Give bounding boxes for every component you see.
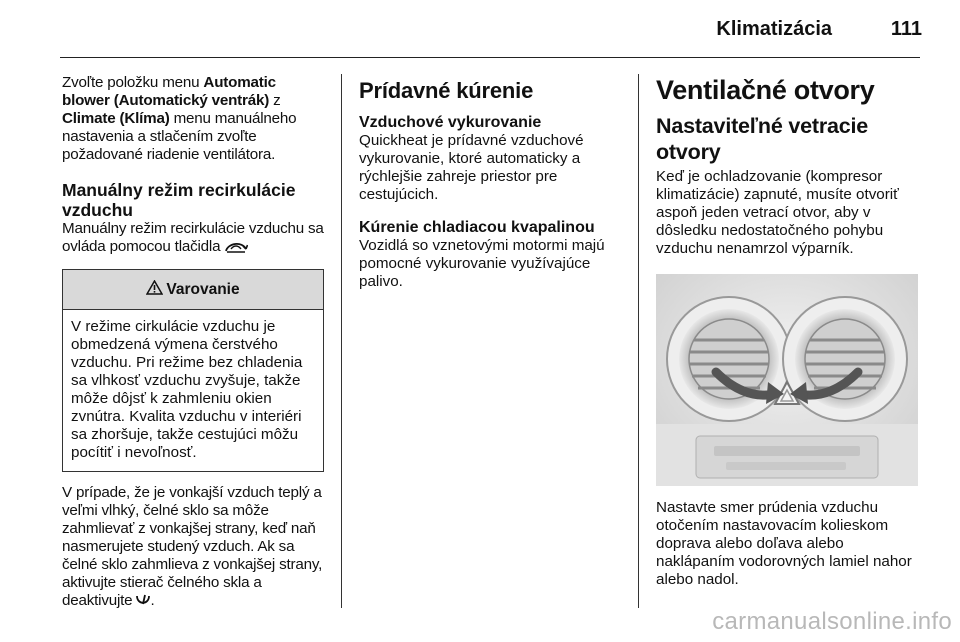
warning-box — [62, 269, 324, 472]
air-vents-heading: Ventilačné otvory — [656, 75, 875, 105]
recirculation-icon — [224, 240, 248, 259]
adjustable-vents-subheading: Nastaviteľné vetracie otvory — [656, 114, 869, 164]
recirculation-paragraph — [62, 220, 324, 259]
vents-paragraph-2: Nastavte smer prúdenia vzduchu otočením nastavovacím kolieskom doprava alebo doľava alebo naklápaním vodorovných lamiel nahor alebo nadol. — [656, 499, 912, 588]
warning-triangle-icon — [146, 280, 163, 300]
period: . — [150, 592, 155, 609]
column-3 — [656, 74, 918, 589]
running-header-title: Klimatizácia — [716, 18, 832, 40]
menu-climate: Climate (Klíma) — [62, 110, 170, 127]
auxiliary-heating-heading: Prídavné kúrenie — [359, 78, 534, 103]
recirculation-text: Manuálny režim recirkulácie vzduchu sa ovláda pomocou tlačidla — [62, 220, 324, 255]
vents-paragraph-1: Keď je ochladzovanie (kompresor klimatizácie) zapnuté, musíte otvoriť aspoň jeden vetrací otvor, aby v dôsledku nedostatočného pohybu vzduchu nenamrzol výparník. — [656, 168, 899, 257]
air-heating-paragraph: Quickheat je prídavné vzduchové vykurovanie, ktoré automaticky a rýchlejšie zahreje priestor pre cestujúcich. — [359, 132, 584, 203]
windshield-text: V prípade, že je vonkajší vzduch teplý a veľmi vlhký, čelné sklo sa môže zahmlievať z vonkajšej strany, keď naň nasmerujete studený vzduch. Ak sa čelné sklo zahmlieva z vonkajšej strany, aktivujte stierač čelného skla a deaktivujte — [62, 484, 323, 609]
air-vents-illustration — [656, 274, 918, 486]
intro-paragraph — [62, 74, 324, 164]
warning-header — [63, 270, 323, 310]
air-heating-subheading: Vzduchové vykurovanie — [359, 114, 542, 131]
page-number: 111 — [890, 18, 922, 40]
coolant-heating-paragraph: Vozidlá so vznetovými motormi majú pomocné vykurovanie využívajúce palivo. — [359, 237, 605, 290]
coolant-heating-subheading: Kúrenie chladiacou kvapalinou — [359, 219, 595, 236]
column-divider-2 — [638, 74, 639, 608]
windshield-paragraph — [62, 484, 324, 612]
warning-text: V režime cirkulácie vzduchu je obmedzená výmena čerstvého vzduchu. Pri režime bez chladenia sa vlhkosť vzduchu zvyšuje, takže môže dôjsť k zahmleniu okien zvnútra. Kvalita vzduchu v interiéri sa zhoršuje, takže cestujúci môžu pocítiť i nevoľnosť. — [71, 318, 303, 461]
watermark: carmanualsonline.info — [712, 608, 952, 635]
wiper-icon — [136, 593, 150, 612]
recirculation-heading: Manuálny režim recirkulácie vzduchu — [62, 180, 296, 220]
column-divider-1 — [341, 74, 342, 608]
intro-text-3: menu manuálneho nastavenia a stlačením zvoľte požadované riadenie ventilátora. — [62, 110, 297, 163]
column-2 — [359, 74, 621, 291]
intro-text-2: z — [269, 92, 281, 109]
column-1 — [62, 74, 324, 612]
intro-text-1: Zvoľte položku menu — [62, 74, 204, 91]
menu-item-automatic-blower: Automatic blower (Automatický ventrák) — [62, 74, 276, 109]
warning-title: Varovanie — [166, 280, 240, 298]
header-rule — [60, 57, 920, 58]
